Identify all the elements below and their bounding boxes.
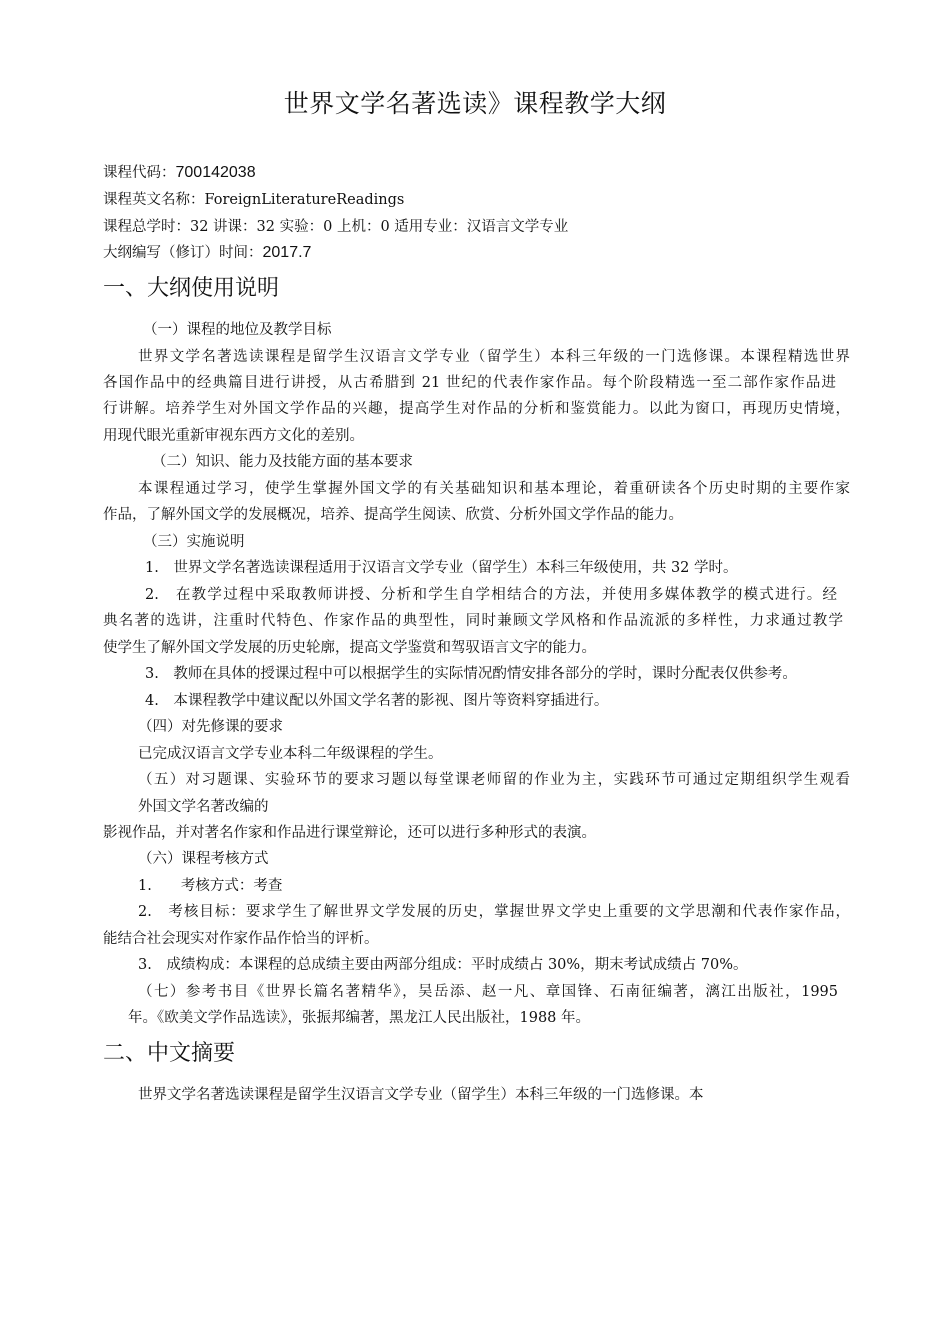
section-heading-1: 一、大纲使用说明 [103,276,280,301]
paragraph-line: 外国文学名著改编的 [138,799,269,815]
paragraph-line: 本课程通过学习，使学生掌握外国文学的有关基础知识和基本理论，着重研读各个历史时期的主要作家 [138,481,850,497]
revision-date [103,241,311,262]
paragraph-line: 影视作品，并对著名作家和作品进行课堂辩论，还可以进行多种形式的表演。 [103,825,596,841]
subsection-heading: （七）参考书目《世界长篇名著精华》，吴岳添、赵一凡、章国锋、石南征编著，漓江出版社，1995 [138,984,838,1000]
list-item: 2. 在教学过程中采取教师讲授、分析和学生自学相结合的方法，并使用多媒体教学的模式进行。经 [145,587,837,603]
list-item: 3. 教师在具体的授课过程中可以根据学生的实际情况酌情安排各部分的学时，课时分配表仅供参考。 [145,666,797,682]
course-hours: 课程总学时：32 讲课：32 实验：0 上机：0 适用专业：汉语言文学专业 [103,219,569,235]
list-item: 4. 本课程教学中建议配以外国文学名著的影视、图片等资料穿插进行。 [145,693,609,709]
course-code-value: 700142038 [175,164,256,181]
list-item: 1. 世界文学名著选读课程适用于汉语言文学专业（留学生）本科三年级使用，共 32 学时。 [145,560,738,576]
revision-date-value: 2017.7 [262,244,312,261]
paragraph-line: 已完成汉语言文学专业本科二年级课程的学生。 [138,746,443,762]
subsection-heading: （四）对先修课的要求 [138,719,283,735]
subsection-heading: （六）课程考核方式 [138,851,269,867]
subsection-heading: （二）知识、能力及技能方面的基本要求 [152,454,413,470]
course-code [103,161,256,182]
paragraph-line: 年。《欧美文学作品选读》，张振邦编著，黑龙江人民出版社，1988 年。 [128,1010,591,1026]
paragraph-line: 作品，了解外国文学的发展概况，培养、提高学生阅读、欣赏、分析外国文学作品的能力。 [103,507,683,523]
page-title: 世界文学名著选读》课程教学大纲 [283,89,667,118]
subsection-heading: （五）对习题课、实验环节的要求习题以每堂课老师留的作业为主，实践环节可通过定期组织学生观看 [138,772,850,788]
paragraph-line: 使学生了解外国文学发展的历史轮廓，提高文学鉴赏和驾驭语言文字的能力。 [103,640,596,656]
list-item: 3. 成绩构成：本课程的总成绩主要由两部分组成：平时成绩占 30%，期末考试成绩占 70%。 [138,957,748,973]
paragraph-line: 各国作品中的经典篇目进行讲授，从古希腊到 21 世纪的代表作家作品。每个阶段精选一至二部作家作品进 [103,375,836,391]
paragraph-line: 世界文学名著选读课程是留学生汉语言文学专业（留学生）本科三年级的一门选修课。本课程精选世界 [138,349,850,365]
paragraph-line: 行讲解。培养学生对外国文学作品的兴趣，提高学生对作品的分析和鉴赏能力。以此为窗口，再现历史情境， [103,401,850,417]
course-english-name: 课程英文名称：ForeignLiteratureReadings [103,192,405,208]
course-code-label: 课程代码： [103,165,176,181]
list-item: 1. 考核方式：考查 [138,878,283,894]
paragraph-line: 能结合社会现实对作家作品作恰当的评析。 [103,931,379,947]
paragraph-line: 用现代眼光重新审视东西方文化的差别。 [103,428,364,444]
subsection-heading: （一）课程的地位及教学目标 [143,322,332,338]
revision-date-label: 大纲编写（修订）时间： [103,245,263,261]
paragraph-line: 典名著的选讲，注重时代特色、作家作品的典型性，同时兼顾文学风格和作品流派的多样性，力求通过教学 [103,613,843,629]
section-heading-2: 二、中文摘要 [103,1041,236,1066]
list-item: 2. 考核目标：要求学生了解世界文学发展的历史，掌握世界文学史上重要的文学思潮和代表作家作品， [138,904,850,920]
paragraph-line: 世界文学名著选读课程是留学生汉语言文学专业（留学生）本科三年级的一门选修课。本 [138,1087,704,1103]
subsection-heading: （三）实施说明 [143,534,245,550]
